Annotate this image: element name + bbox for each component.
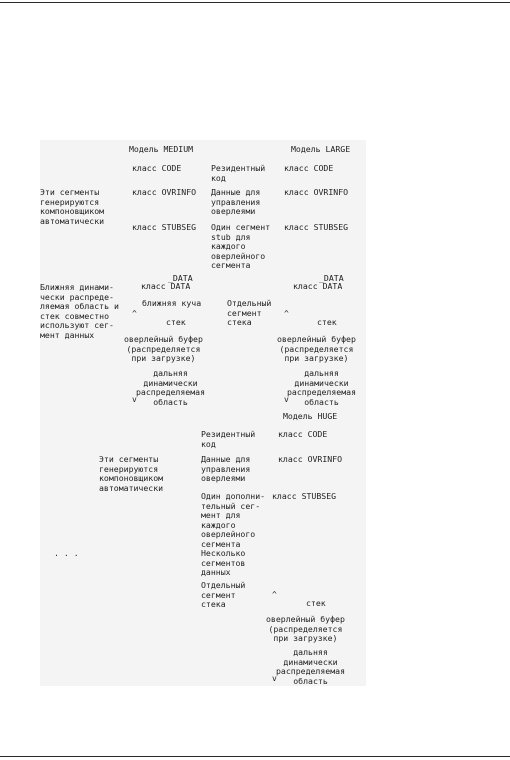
huge-arrow-up-icon: ^ <box>272 590 277 599</box>
medium-data-class: класс DATA <box>141 281 191 291</box>
large-ovrinfo-class: класс OVRINFO <box>284 187 349 197</box>
medium-stubseg-class: класс STUBSEG <box>132 222 197 232</box>
medium-arrow-down-icon: v <box>132 395 137 404</box>
medium-far-heap: дальняя динамически распределяемая область <box>136 368 206 407</box>
large-far-heap: дальняя динамически распределяемая область <box>287 368 357 407</box>
ellipsis: . . . <box>54 548 79 558</box>
large-code-class: класс CODE <box>284 163 334 173</box>
top-rule <box>0 2 510 3</box>
large-stubseg-class: класс STUBSEG <box>284 222 349 232</box>
near-heap-label: ближняя куча <box>142 298 202 308</box>
medium-code-class: класс CODE <box>132 163 182 173</box>
huge-ovrinfo-class: класс OVRINFO <box>278 454 343 464</box>
resident-code-label: Резидентный код <box>211 163 266 183</box>
auto-generated-note: Эти сегменты генерируются компоновщиком автоматически <box>40 187 105 226</box>
medium-arrow-up-icon: ^ <box>132 309 137 318</box>
medium-ovrinfo-class: класс OVRINFO <box>132 187 197 197</box>
huge-stubseg-class: класс STUBSEG <box>272 491 337 501</box>
several-data-segments-label: Несколько сегментов данных <box>201 548 246 577</box>
bottom-rule <box>0 756 510 757</box>
huge-separate-stack-label: Отдельный сегмент стека <box>201 580 246 609</box>
medium-data-name: _DATA <box>168 273 193 283</box>
huge-code-class: класс CODE <box>278 429 328 439</box>
large-arrow-up-icon: ^ <box>284 309 289 318</box>
huge-resident-code-label: Резидентный код <box>201 429 256 449</box>
huge-arrow-down-icon: v <box>272 674 277 683</box>
large-arrow-down-icon: v <box>284 395 289 404</box>
overlay-control-label: Данные для управления оверлеями <box>211 187 261 216</box>
medium-overlay-buffer: оверлейный буфер (распределяется при загрузке) <box>124 334 203 363</box>
huge-overlay-buffer: оверлейный буфер (распределяется при загрузке) <box>266 614 345 643</box>
stub-segment-label: Один сегмент stub для каждого оверлейного сегмента <box>211 222 271 270</box>
large-overlay-buffer: оверлейный буфер (распределяется при загрузке) <box>277 334 356 363</box>
header-medium: Модель MEDIUM <box>129 144 194 154</box>
huge-far-heap: дальняя динамически распределяемая область <box>276 647 346 686</box>
medium-stack-label: стек <box>166 317 186 327</box>
header-huge: Модель HUGE <box>283 411 338 421</box>
near-heap-note: Ближняя динами- чески распреде- ляемая область и стек совместно используют сег- мент данных <box>40 282 119 340</box>
large-stack-label: стек <box>317 317 337 327</box>
extra-segment-label: Один дополни- тельный сег- мент для каждого оверлейного сегмента <box>201 491 266 549</box>
separate-stack-label: Отдельный сегмент стека <box>227 298 272 327</box>
huge-overlay-control-label: Данные для управления оверлеями <box>201 454 251 483</box>
huge-stack-label: стек <box>306 598 326 608</box>
large-data-class: класс DATA <box>293 281 343 291</box>
header-large: Модель LARGE <box>291 144 351 154</box>
memory-model-figure <box>40 140 366 686</box>
huge-auto-generated-note: Эти сегменты генерируются компоновщиком автоматически <box>99 454 164 493</box>
large-data-name: _DATA <box>319 273 344 283</box>
